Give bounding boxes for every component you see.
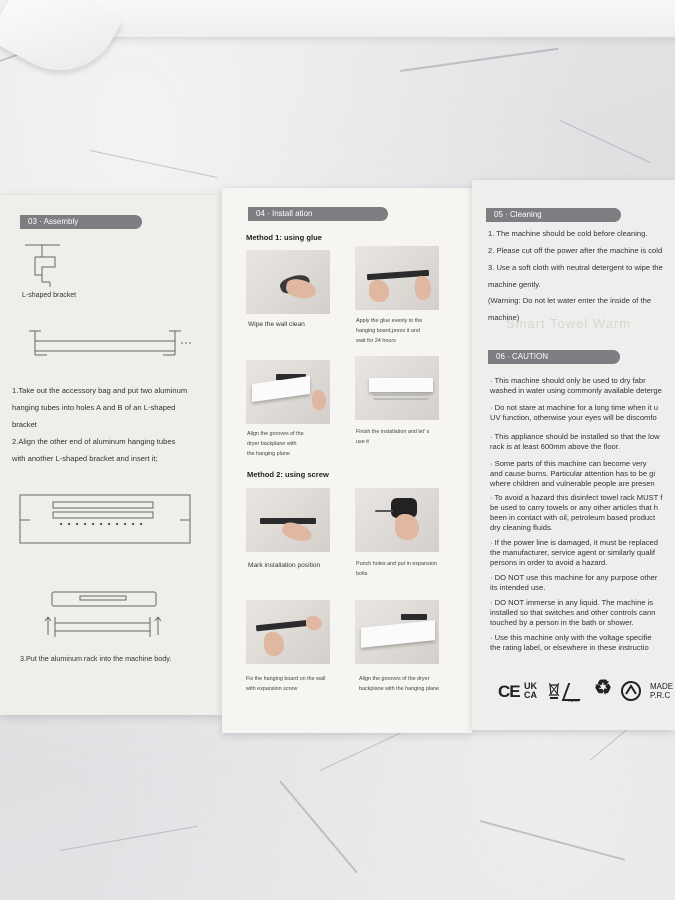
caption-align-dryer-1: Align the grooves of the dryer xyxy=(359,676,430,682)
rack-assembly-diagram xyxy=(25,323,195,365)
caution-header: 06 · CAUTION xyxy=(488,350,620,364)
cleaning-line-1: 1. The machine should be cold before cleaning. xyxy=(488,229,648,238)
caption-align-1: Align the grooves of the xyxy=(247,431,304,437)
caption-finish-2: use it xyxy=(356,439,369,445)
photo-apply-glue xyxy=(355,246,439,310)
caution-line: washed in water using commonly available deterge xyxy=(490,386,662,395)
installation-header: 04 · Install ation xyxy=(248,207,388,221)
caution-line: · Do not stare at machine for a long time when it u xyxy=(490,403,658,412)
caution-line: · DO NOT use this machine for any purpose other xyxy=(490,573,658,582)
photo-finish-install xyxy=(355,356,439,420)
caption-wipe-wall: Wipe the wall clean xyxy=(248,321,305,328)
method1-title: Method 1: using glue xyxy=(246,233,322,242)
assembly-header: 03 · Assembly xyxy=(20,215,142,229)
caption-punch-1: Punch holes and put in expansion xyxy=(356,561,437,567)
machine-body-diagram xyxy=(15,490,195,550)
cleaning-line-3: 3. Use a soft cloth with neutral detergent to wipe the xyxy=(488,263,663,272)
step3-text: 3.Put the aluminum rack into the machine body. xyxy=(20,654,172,663)
step2-line2: with another L-shaped bracket and insert it; xyxy=(12,454,158,463)
step1-line1: 1.Take out the accessory bag and put two aluminum xyxy=(12,386,188,395)
made-in-label-2: P.R.C xyxy=(650,691,671,700)
photo-wipe-wall xyxy=(246,250,330,314)
caption-align-2: dryer backplane with xyxy=(247,441,297,447)
marble-vein xyxy=(400,48,559,72)
cleaning-line-2: 2. Please cut off the power after the machine is cold xyxy=(488,246,663,255)
caution-line: · To avoid a hazard this disinfect towel rack MUST f xyxy=(490,493,663,502)
caution-line: · Use this machine only with the voltage specifie xyxy=(490,633,652,642)
made-in-label-1: MADE xyxy=(650,682,674,691)
caption-apply-glue-3: wait for 24 hours xyxy=(356,338,396,344)
caution-line: · This machine should only be used to dry fabr xyxy=(490,376,646,385)
caption-finish-1: Finish the installation and let' s xyxy=(356,429,430,435)
caption-fix-board-2: with expansion screw xyxy=(246,686,298,692)
step2-line1: 2.Align the other end of aluminum hanging tubes xyxy=(12,437,176,446)
caution-line: be used to carry towels or any other articles that h xyxy=(490,503,658,512)
ukca-mark-ca: CA xyxy=(524,690,537,700)
cleaning-caution-panel xyxy=(472,180,675,730)
caution-line: the manufacturer, service agent or similarly qualif xyxy=(490,548,656,557)
marble-vein xyxy=(320,732,402,771)
caption-punch-2: bolts xyxy=(356,571,368,577)
cleaning-header: 05 · Cleaning xyxy=(486,208,621,222)
caution-line: persons in order to avoid a hazard. xyxy=(490,558,608,567)
packaging-foam xyxy=(30,0,675,38)
caution-line: touched by a person in the bath or shower. xyxy=(490,618,634,627)
photo-punch-holes xyxy=(355,488,439,552)
caution-line: · Some parts of this machine can become very xyxy=(490,459,647,468)
caution-line: · If the power line is damaged, it must be replaced xyxy=(490,538,658,547)
photo-fix-board xyxy=(246,600,330,664)
caution-line: dry cleaning fluids. xyxy=(490,523,553,532)
weee-bin-icon xyxy=(548,682,560,700)
marble-vein xyxy=(90,150,217,178)
marble-vein xyxy=(60,826,198,851)
installation-panel xyxy=(222,188,472,733)
ce-mark: CE xyxy=(498,682,520,701)
marble-vein xyxy=(480,820,625,861)
photo-align-dryer xyxy=(355,600,439,664)
marble-vein xyxy=(279,780,358,873)
caption-apply-glue-2: hanging board,press it and xyxy=(356,328,420,334)
caption-apply-glue-1: Apply the glue evenly to the xyxy=(356,318,423,324)
caution-line: · This appliance should be installed so that the low xyxy=(490,432,660,441)
circle-mark-icon xyxy=(620,680,642,702)
caution-line: installed so that switches and other controls cann xyxy=(490,608,656,617)
l-bracket-diagram xyxy=(20,237,70,289)
caution-line: its intended use. xyxy=(490,583,546,592)
caution-line: UV function, otherwise your eyes will be discomfo xyxy=(490,413,657,422)
assembly-panel xyxy=(0,195,222,715)
ukca-mark-uk: UK xyxy=(524,681,537,691)
marble-vein xyxy=(560,120,651,163)
bracket-label: L-shaped bracket xyxy=(22,292,77,299)
caption-align-3: the hanging plane xyxy=(247,451,290,457)
caution-line: rack is at least 600mm above the floor. xyxy=(490,442,621,451)
caution-line: the rating label, or elsewhere in these instructio xyxy=(490,643,649,652)
watermark-text: Smart Towel Warm xyxy=(506,316,632,331)
caution-line: · DO NOT immerse in any liquid. The machine is xyxy=(490,598,654,607)
photo-mark-position xyxy=(246,488,330,552)
cleaning-line-5: (Warning: Do not let water enter the inside of the xyxy=(488,296,652,305)
rack-insert-diagram xyxy=(40,587,170,647)
caution-line: been in contact with oil, petroleum based product xyxy=(490,513,656,522)
photo-align-grooves xyxy=(246,360,330,424)
step1-line2: hanging tubes into holes A and B of an L-shaped xyxy=(12,403,176,412)
caption-align-dryer-2: backplane with the hanging plane xyxy=(359,686,440,692)
cleaning-line-6: machine) xyxy=(488,313,520,322)
foam-roll xyxy=(0,0,122,91)
step1-line3: bracket xyxy=(12,420,37,429)
rohs-label: RoHS xyxy=(568,698,579,703)
cleaning-line-4: machine gently. xyxy=(488,280,541,289)
caution-line: and cause burns. Particular attention has to be gi xyxy=(490,469,656,478)
method2-title: Method 2: using screw xyxy=(247,470,329,479)
caption-fix-board-1: Fix the hanging board on the wall xyxy=(246,676,326,682)
caution-line: where children and vulnerable people are presen xyxy=(490,479,655,488)
recycle-icon: ♻ xyxy=(594,677,612,699)
caption-mark-position: Mark installation position xyxy=(248,562,321,569)
